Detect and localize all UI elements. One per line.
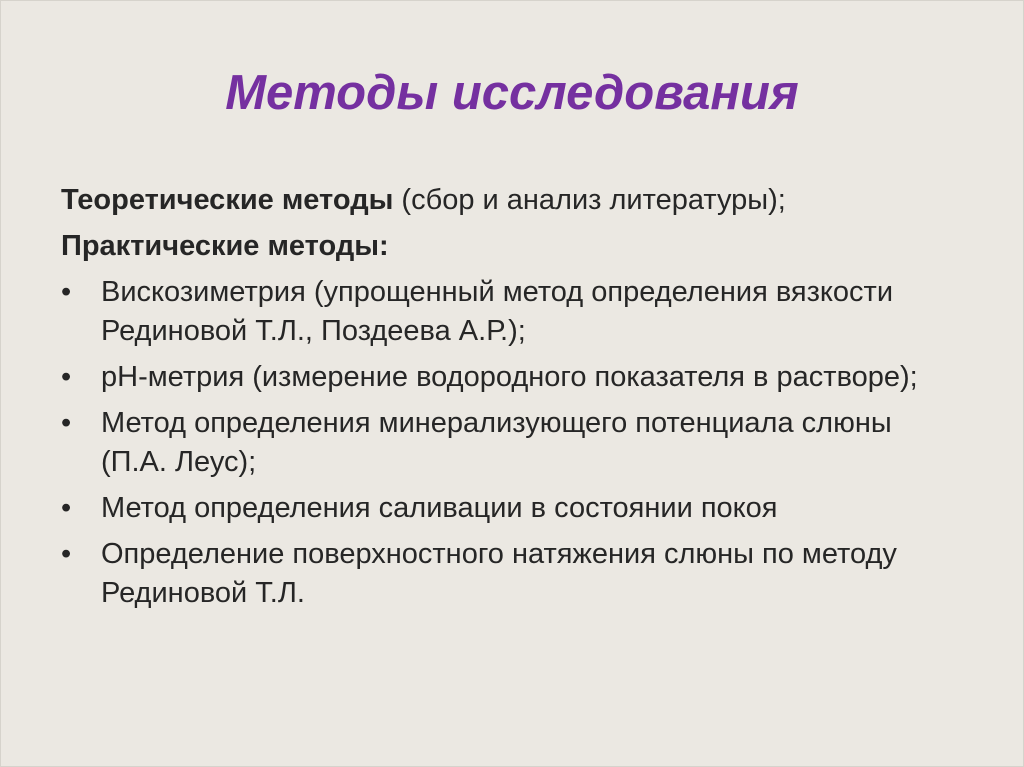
bullet-icon: • [61, 361, 72, 393]
list-item-text: Вискозиметрия (упрощенный метод определения вязкости Рединовой Т.Л., Поздеева А.Р.); [101, 276, 894, 347]
list-item-text: Метод определения минерализующего потенциала слюны (П.А. Леус); [101, 407, 892, 478]
list-item [61, 489, 961, 528]
practical-methods-heading [61, 227, 961, 266]
theoretical-methods-label: Теоретические методы [61, 184, 394, 216]
practical-methods-list [61, 273, 961, 613]
practical-methods-label: Практические методы: [61, 230, 389, 262]
bullet-icon: • [61, 276, 72, 308]
list-item [61, 535, 961, 613]
slide-content [61, 181, 961, 620]
list-item-text: pH-метрия (измерение водородного показателя в растворе); [101, 361, 918, 393]
theoretical-methods-description: (сбор и анализ литературы); [393, 184, 786, 216]
bullet-icon: • [61, 538, 72, 570]
list-item [61, 358, 961, 397]
list-item [61, 273, 961, 351]
list-item-text: Метод определения саливации в состоянии покоя [101, 492, 778, 524]
slide-title: Методы исследования [225, 66, 799, 120]
theoretical-methods-line [61, 181, 961, 220]
list-item-text: Определение поверхностного натяжения слюны по методу Рединовой Т.Л. [101, 538, 897, 609]
list-item [61, 404, 961, 482]
bullet-icon: • [61, 492, 72, 524]
bullet-icon: • [61, 407, 72, 439]
